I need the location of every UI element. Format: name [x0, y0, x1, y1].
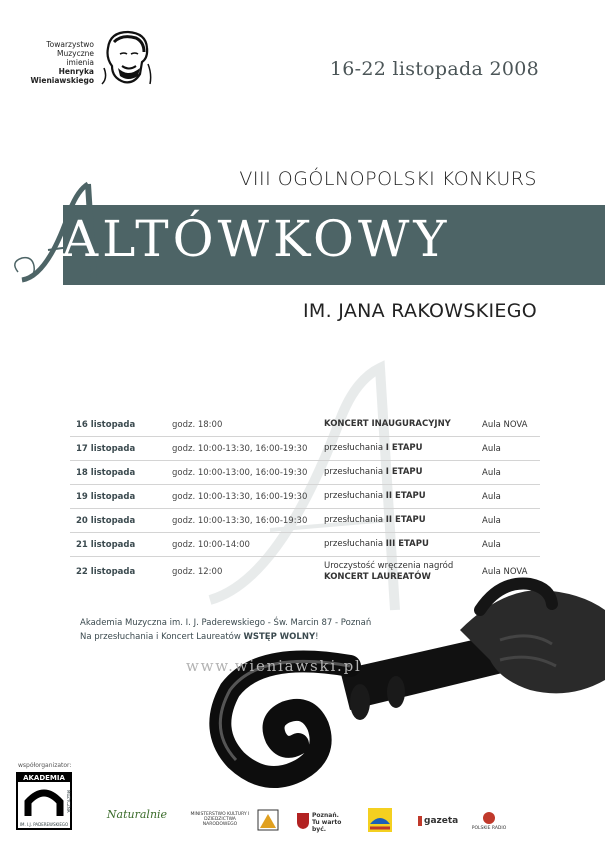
title-line-1: VIII OGÓLNOPOLSKI KONKURS — [239, 168, 537, 190]
poznan-logo: Poznań. Tu warto być. — [312, 812, 342, 833]
row-date: 21 listopada — [76, 539, 136, 550]
society-line: imienia — [66, 58, 94, 67]
row-place: Aula — [482, 467, 501, 478]
row-time: godz. 18:00 — [172, 419, 223, 430]
row-event: przesłuchania II ETAPU — [324, 515, 426, 525]
row-time: godz. 10:00-13:30, 16:00-19:30 — [172, 443, 308, 454]
table-row — [70, 509, 540, 533]
akademia-logo-side: MUZYCZNA — [66, 790, 71, 813]
venue-address: Akademia Muzyczna im. I. J. Paderewskiego - Św. Marcin 87 - Poznań — [80, 618, 372, 628]
table-row — [70, 461, 540, 485]
row-date: 16 listopada — [76, 419, 136, 430]
society-name — [18, 40, 94, 85]
row-time: godz. 10:00-13:30, 16:00-19:30 — [172, 515, 308, 526]
table-row — [70, 413, 540, 437]
naturalnie-logo: Naturalnie — [106, 808, 168, 821]
akademia-emblem-icon — [18, 782, 70, 818]
radio-logo: POLSKIE RADIO — [471, 826, 507, 831]
akademia-logo — [16, 772, 72, 830]
row-place: Aula NOVA — [482, 419, 528, 430]
row-event: KONCERT INAUGURACYJNY — [324, 419, 451, 429]
poznan-crest-icon — [296, 812, 310, 830]
row-date: 18 listopada — [76, 467, 136, 478]
society-line: Henryka — [58, 67, 94, 76]
row-time: godz. 10:00-13:00, 16:00-19:30 — [172, 467, 308, 478]
row-place: Aula — [482, 443, 501, 454]
row-date: 19 listopada — [76, 491, 136, 502]
wieniawski-portrait-icon — [100, 28, 154, 86]
title-line-3: IM. JANA RAKOWSKIEGO — [303, 300, 537, 322]
ministry-emblem-icon — [256, 808, 280, 832]
row-event: przesłuchania II ETAPU — [324, 491, 426, 501]
row-time: godz. 12:00 — [172, 567, 223, 577]
festival-dates: 16-22 listopada 2008 — [329, 58, 539, 80]
akademia-logo-subtitle: IM. I.J. PADEREWSKIEGO — [19, 822, 69, 827]
row-place: Aula — [482, 491, 501, 502]
row-place: Aula NOVA — [482, 567, 528, 577]
akademia-logo-text: AKADEMIA — [18, 774, 70, 782]
row-event: przesłuchania III ETAPU — [324, 539, 429, 549]
row-place: Aula — [482, 539, 501, 550]
gazeta-logo: gazeta — [418, 816, 458, 826]
row-date: 17 listopada — [76, 443, 136, 454]
row-time: godz. 10:00-14:00 — [172, 539, 250, 550]
row-date: 22 listopada — [76, 567, 136, 577]
schedule-table — [70, 413, 540, 587]
row-place: Aula — [482, 515, 501, 526]
website-link[interactable]: www.wieniawski.pl — [186, 657, 362, 675]
table-row — [70, 437, 540, 461]
row-event: przesłuchania I ETAPU — [324, 443, 423, 453]
regional-logo-icon — [366, 806, 394, 834]
ministry-logo: MINISTERSTWO KULTURY I DZIEDZICTWA NARODOWEGO — [190, 812, 250, 827]
society-line: Wieniawskiego — [30, 76, 94, 85]
viola-scroll-illustration — [200, 570, 605, 810]
society-line: Muzyczne — [56, 49, 94, 58]
society-line: Towarzystwo — [46, 40, 94, 49]
row-time: godz. 10:00-13:30, 16:00-19:30 — [172, 491, 308, 502]
row-date: 20 listopada — [76, 515, 136, 526]
table-row — [70, 485, 540, 509]
title-line-2: ALTÓWKOWY — [62, 210, 451, 268]
radio-logo-icon — [476, 810, 502, 826]
venue-entry: Na przesłuchania i Koncert Laureatów WSTĘP WOLNY! — [80, 632, 319, 642]
venue-info — [80, 616, 371, 644]
coorganizer-label: współorganizator: — [18, 762, 72, 769]
row-event: Uroczystość wręczenia nagród KONCERT LAUREATÓW — [324, 561, 454, 582]
table-row — [70, 533, 540, 557]
row-event: przesłuchania I ETAPU — [324, 467, 423, 477]
